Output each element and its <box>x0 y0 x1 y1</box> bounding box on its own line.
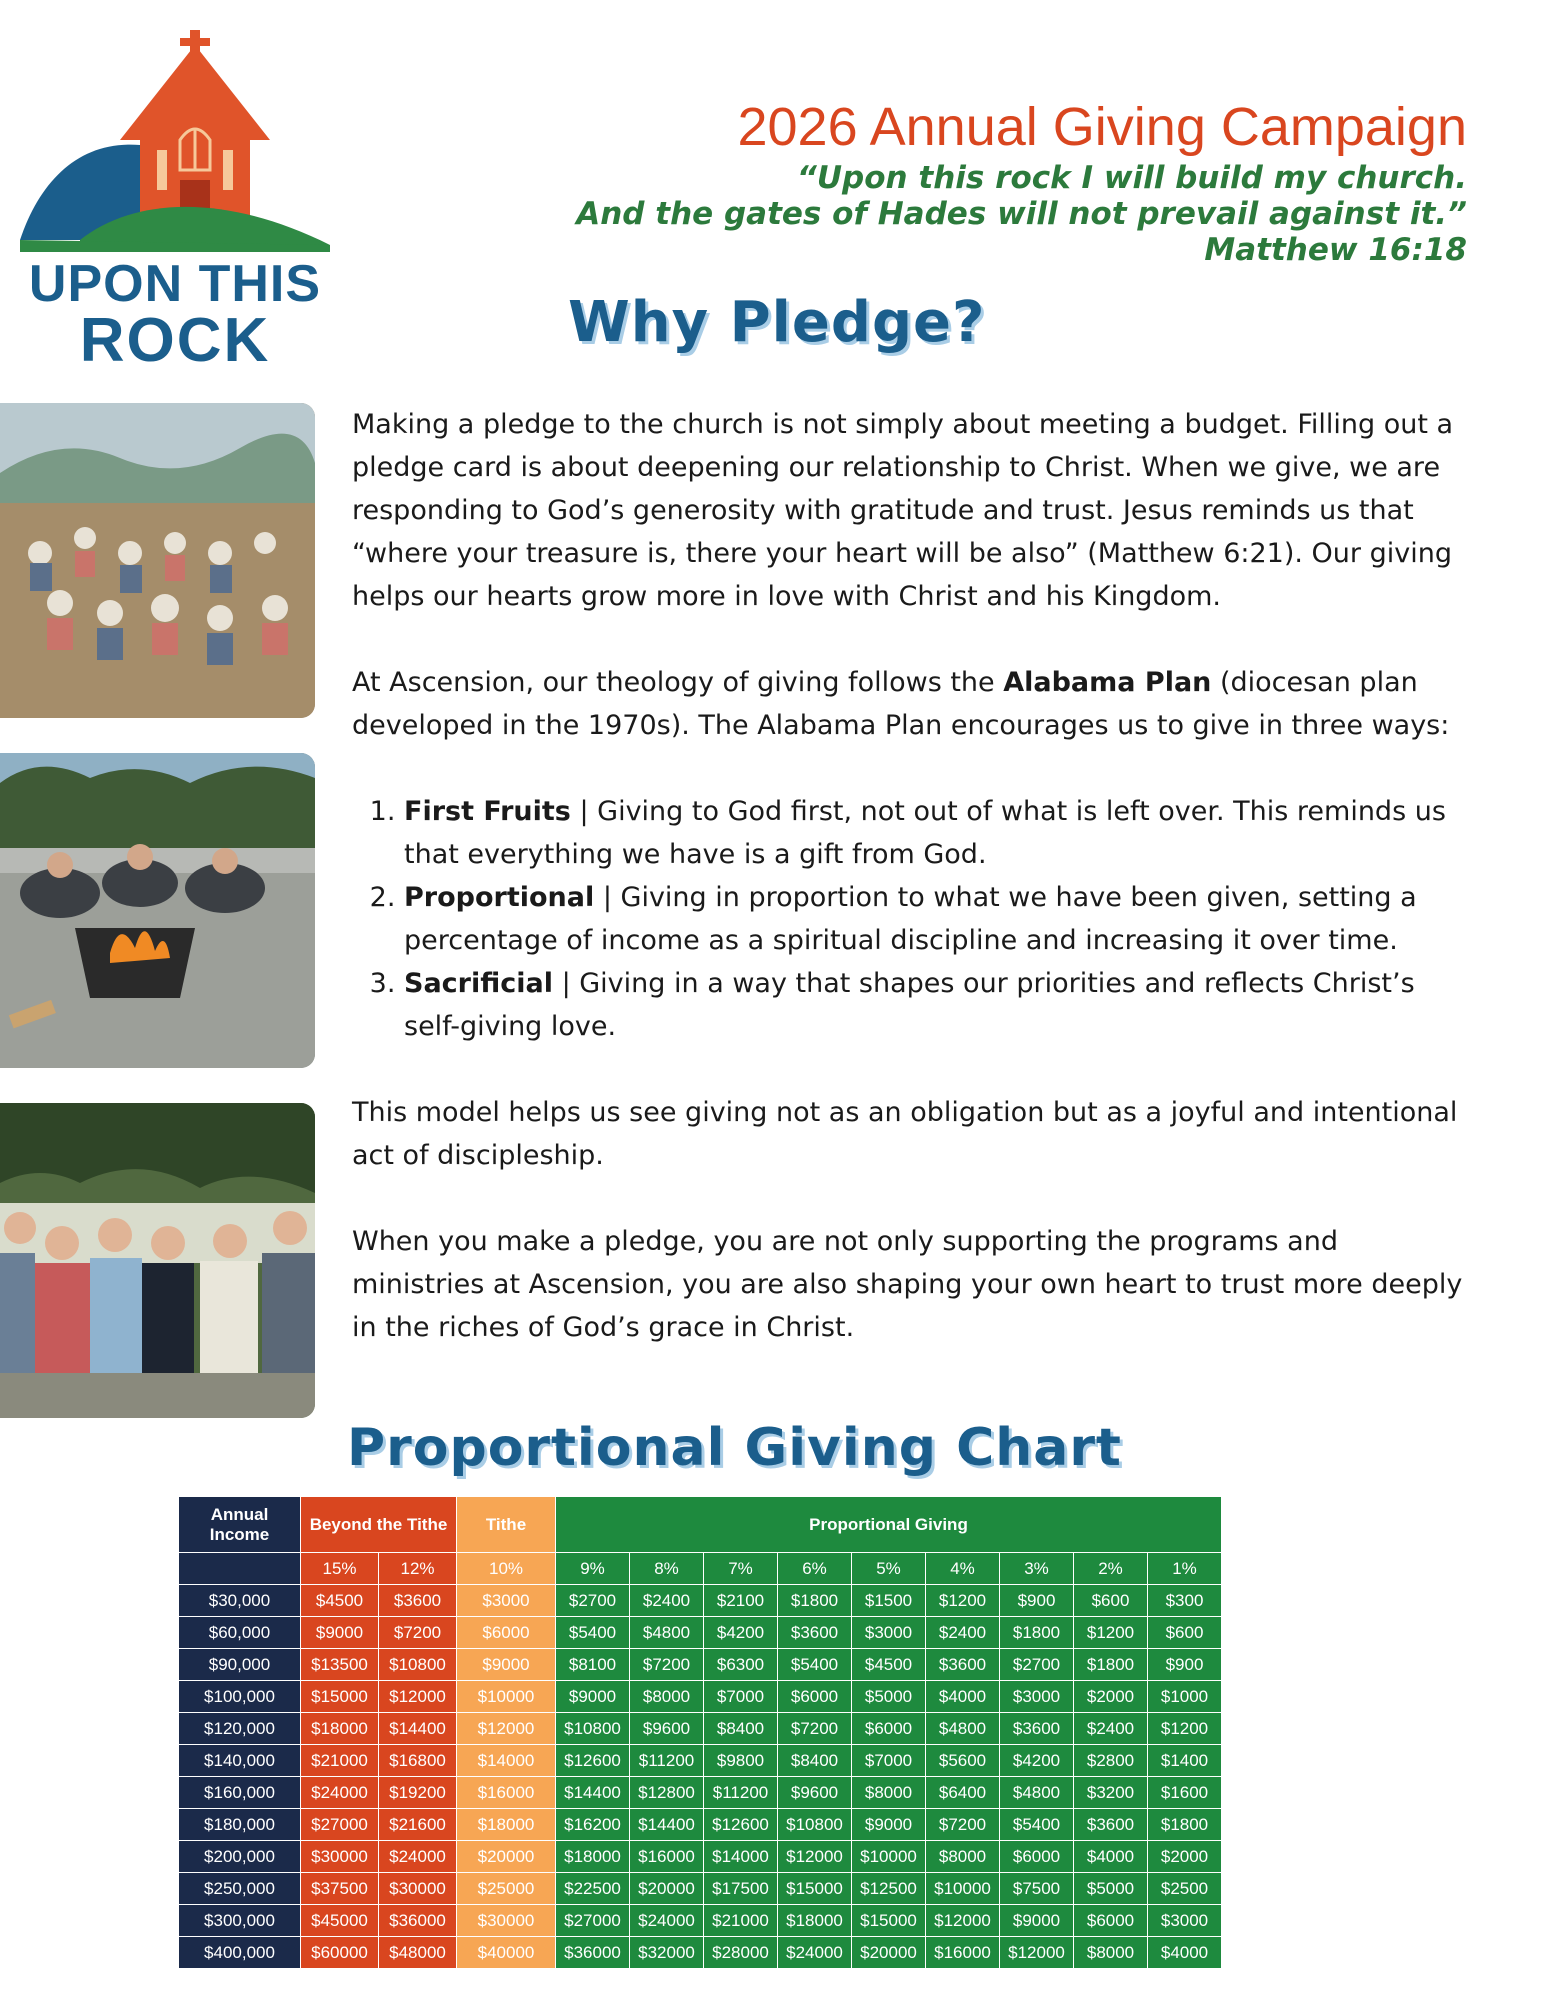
amount-cell: $15000 <box>301 1681 379 1713</box>
verse-line: And the gates of Hades will not prevail against it.” <box>576 196 1467 232</box>
amount-cell: $19200 <box>379 1777 457 1809</box>
amount-cell: $12000 <box>778 1841 852 1873</box>
amount-cell: $13500 <box>301 1649 379 1681</box>
giving-chart-heading: Proportional Giving Chart <box>347 1418 1122 1478</box>
amount-cell: $5400 <box>1000 1809 1074 1841</box>
paragraph-model: This model helps us see giving not as an obligation but as a joyful and intentional act of discipleship. <box>352 1097 1458 1171</box>
amount-cell: $45000 <box>301 1905 379 1937</box>
logo-line-2: ROCK <box>79 306 271 375</box>
table-row <box>179 1681 1222 1713</box>
amount-cell: $1400 <box>1148 1745 1222 1777</box>
amount-cell: $2100 <box>704 1585 778 1617</box>
income-cell: $300,000 <box>179 1905 301 1937</box>
amount-cell: $6300 <box>704 1649 778 1681</box>
amount-cell: $21600 <box>379 1809 457 1841</box>
scripture-verse <box>576 160 1467 268</box>
amount-cell: $1800 <box>1074 1649 1148 1681</box>
amount-cell: $3600 <box>1000 1713 1074 1745</box>
amount-cell: $3000 <box>1148 1905 1222 1937</box>
amount-cell: $900 <box>1148 1649 1222 1681</box>
amount-cell: $7200 <box>379 1617 457 1649</box>
amount-cell: $1600 <box>1148 1777 1222 1809</box>
amount-cell: $1000 <box>1148 1681 1222 1713</box>
amount-cell: $4200 <box>1000 1745 1074 1777</box>
amount-cell: $600 <box>1074 1585 1148 1617</box>
amount-cell: $40000 <box>457 1937 556 1969</box>
percentage-header: 3% <box>1000 1553 1074 1585</box>
amount-cell: $30000 <box>301 1841 379 1873</box>
header-annual-income: Annual Income <box>179 1497 301 1553</box>
amount-cell: $4200 <box>704 1617 778 1649</box>
giving-ways-list <box>352 790 1472 1048</box>
amount-cell: $3200 <box>1074 1777 1148 1809</box>
church-logo-icon <box>20 30 330 260</box>
amount-cell: $4500 <box>852 1649 926 1681</box>
amount-cell: $4000 <box>1074 1841 1148 1873</box>
amount-cell: $14400 <box>630 1809 704 1841</box>
amount-cell: $10000 <box>457 1681 556 1713</box>
amount-cell: $7000 <box>852 1745 926 1777</box>
table-row <box>179 1937 1222 1969</box>
table-row <box>179 1777 1222 1809</box>
income-cell: $160,000 <box>179 1777 301 1809</box>
amount-cell: $9600 <box>778 1777 852 1809</box>
amount-cell: $11200 <box>630 1745 704 1777</box>
amount-cell: $300 <box>1148 1585 1222 1617</box>
amount-cell: $48000 <box>379 1937 457 1969</box>
header-tithe: Tithe <box>457 1497 556 1553</box>
amount-cell: $7200 <box>778 1713 852 1745</box>
verse-line: “Upon this rock I will build my church. <box>796 160 1467 196</box>
paragraph-alabama-plan: At Ascension, our theology of giving follows the Alabama Plan (diocesan plan developed in the 1970s). The Alabama Plan encourages us to give in three ways: <box>352 667 1450 741</box>
verse-reference: Matthew 16:18 <box>1204 232 1467 268</box>
amount-cell: $5000 <box>1074 1873 1148 1905</box>
alabama-plan-term: Alabama Plan <box>1003 667 1212 698</box>
amount-cell: $2400 <box>630 1585 704 1617</box>
income-cell: $400,000 <box>179 1937 301 1969</box>
amount-cell: $4800 <box>1000 1777 1074 1809</box>
amount-cell: $14000 <box>704 1841 778 1873</box>
amount-cell: $24000 <box>778 1937 852 1969</box>
amount-cell: $8100 <box>556 1649 630 1681</box>
percentage-header: 10% <box>457 1553 556 1585</box>
amount-cell: $16200 <box>556 1809 630 1841</box>
percentage-row <box>179 1553 1222 1585</box>
amount-cell: $9000 <box>457 1649 556 1681</box>
header-beyond-tithe: Beyond the Tithe <box>301 1497 457 1553</box>
amount-cell: $4500 <box>301 1585 379 1617</box>
percentage-header: 4% <box>926 1553 1000 1585</box>
amount-cell: $9000 <box>301 1617 379 1649</box>
amount-cell: $600 <box>1148 1617 1222 1649</box>
amount-cell: $6000 <box>1074 1905 1148 1937</box>
amount-cell: $9000 <box>556 1681 630 1713</box>
percentage-header: 1% <box>1148 1553 1222 1585</box>
income-cell: $250,000 <box>179 1873 301 1905</box>
header-proportional-giving: Proportional Giving <box>556 1497 1222 1553</box>
percentage-header: 12% <box>379 1553 457 1585</box>
amount-cell: $15000 <box>778 1873 852 1905</box>
amount-cell: $7500 <box>1000 1873 1074 1905</box>
amount-cell: $18000 <box>556 1841 630 1873</box>
amount-cell: $30000 <box>379 1873 457 1905</box>
amount-cell: $1200 <box>926 1585 1000 1617</box>
table-row <box>179 1905 1222 1937</box>
amount-cell: $14400 <box>556 1777 630 1809</box>
amount-cell: $3600 <box>379 1585 457 1617</box>
amount-cell: $12500 <box>852 1873 926 1905</box>
amount-cell: $12000 <box>1000 1937 1074 1969</box>
paragraph-closing: When you make a pledge, you are not only supporting the programs and ministries at Ascension, you are also shaping your own heart to trust more deeply in the riches of God’s grace in Christ. <box>352 1226 1463 1343</box>
amount-cell: $12000 <box>379 1681 457 1713</box>
income-cell: $100,000 <box>179 1681 301 1713</box>
income-cell: $200,000 <box>179 1841 301 1873</box>
income-cell: $30,000 <box>179 1585 301 1617</box>
percentage-header: 8% <box>630 1553 704 1585</box>
photo-fire-pit <box>0 753 315 1068</box>
amount-cell: $21000 <box>704 1905 778 1937</box>
amount-cell: $4000 <box>926 1681 1000 1713</box>
amount-cell: $16000 <box>457 1777 556 1809</box>
amount-cell: $30000 <box>457 1905 556 1937</box>
amount-cell: $6400 <box>926 1777 1000 1809</box>
amount-cell: $6000 <box>778 1681 852 1713</box>
amount-cell: $2700 <box>1000 1649 1074 1681</box>
amount-cell: $7200 <box>630 1649 704 1681</box>
list-item: 1. First Fruits | Giving to God first, not out of what is left over. This reminds us that everything we have is a gift from God. <box>404 790 1472 876</box>
percentage-blank <box>179 1553 301 1585</box>
amount-cell: $22500 <box>556 1873 630 1905</box>
percentage-header: 2% <box>1074 1553 1148 1585</box>
amount-cell: $1800 <box>778 1585 852 1617</box>
list-item: 3. Sacrificial | Giving in a way that shapes our priorities and reflects Christ’s self-giving love. <box>404 962 1472 1048</box>
amount-cell: $4800 <box>630 1617 704 1649</box>
amount-cell: $60000 <box>301 1937 379 1969</box>
why-pledge-heading: Why Pledge? <box>568 290 986 355</box>
amount-cell: $18000 <box>457 1809 556 1841</box>
amount-cell: $2000 <box>1148 1841 1222 1873</box>
amount-cell: $16800 <box>379 1745 457 1777</box>
percentage-header: 9% <box>556 1553 630 1585</box>
amount-cell: $5400 <box>556 1617 630 1649</box>
income-cell: $60,000 <box>179 1617 301 1649</box>
amount-cell: $3600 <box>1074 1809 1148 1841</box>
amount-cell: $16000 <box>926 1937 1000 1969</box>
amount-cell: $32000 <box>630 1937 704 1969</box>
amount-cell: $20000 <box>457 1841 556 1873</box>
amount-cell: $3600 <box>778 1617 852 1649</box>
amount-cell: $10800 <box>379 1649 457 1681</box>
amount-cell: $900 <box>1000 1585 1074 1617</box>
amount-cell: $9000 <box>1000 1905 1074 1937</box>
amount-cell: $20000 <box>630 1873 704 1905</box>
amount-cell: $2000 <box>1074 1681 1148 1713</box>
amount-cell: $8400 <box>778 1745 852 1777</box>
amount-cell: $16000 <box>630 1841 704 1873</box>
amount-cell: $14400 <box>379 1713 457 1745</box>
amount-cell: $17500 <box>704 1873 778 1905</box>
amount-cell: $6000 <box>852 1713 926 1745</box>
amount-cell: $14000 <box>457 1745 556 1777</box>
table-row <box>179 1617 1222 1649</box>
amount-cell: $2500 <box>1148 1873 1222 1905</box>
amount-cell: $9800 <box>704 1745 778 1777</box>
income-cell: $140,000 <box>179 1745 301 1777</box>
amount-cell: $18000 <box>778 1905 852 1937</box>
income-cell: $120,000 <box>179 1713 301 1745</box>
paragraph-intro: Making a pledge to the church is not simply about meeting a budget. Filling out a pledge card is about deepening our relationship to Christ. When we give, we are responding to God’s generosity with gratitude and trust. Jesus reminds us that “where your treasure is, there your heart will be also” (Matthew 6:21). Our giving helps our hearts grow more in love with Christ and his Kingdom. <box>352 409 1454 612</box>
amount-cell: $7200 <box>926 1809 1000 1841</box>
amount-cell: $1500 <box>852 1585 926 1617</box>
amount-cell: $6000 <box>1000 1841 1074 1873</box>
amount-cell: $10800 <box>778 1809 852 1841</box>
amount-cell: $8000 <box>1074 1937 1148 1969</box>
amount-cell: $10000 <box>852 1841 926 1873</box>
amount-cell: $24000 <box>379 1841 457 1873</box>
income-cell: $90,000 <box>179 1649 301 1681</box>
church-logo <box>20 30 330 375</box>
table-row <box>179 1713 1222 1745</box>
list-item: 2. Proportional | Giving in proportion to what we have been given, setting a percentage of income as a spiritual discipline and increasing it over time. <box>404 876 1472 962</box>
percentage-header: 6% <box>778 1553 852 1585</box>
amount-cell: $1800 <box>1148 1809 1222 1841</box>
amount-cell: $36000 <box>556 1937 630 1969</box>
amount-cell: $25000 <box>457 1873 556 1905</box>
amount-cell: $20000 <box>852 1937 926 1969</box>
amount-cell: $2400 <box>926 1617 1000 1649</box>
table-row <box>179 1585 1222 1617</box>
amount-cell: $5400 <box>778 1649 852 1681</box>
amount-cell: $4800 <box>926 1713 1000 1745</box>
amount-cell: $2800 <box>1074 1745 1148 1777</box>
amount-cell: $1200 <box>1074 1617 1148 1649</box>
amount-cell: $12600 <box>704 1809 778 1841</box>
amount-cell: $9600 <box>630 1713 704 1745</box>
amount-cell: $3600 <box>926 1649 1000 1681</box>
amount-cell: $8000 <box>852 1777 926 1809</box>
amount-cell: $10800 <box>556 1713 630 1745</box>
percentage-header: 7% <box>704 1553 778 1585</box>
amount-cell: $9000 <box>852 1809 926 1841</box>
amount-cell: $2400 <box>1074 1713 1148 1745</box>
table-row <box>179 1841 1222 1873</box>
amount-cell: $28000 <box>704 1937 778 1969</box>
amount-cell: $36000 <box>379 1905 457 1937</box>
amount-cell: $8000 <box>630 1681 704 1713</box>
income-cell: $180,000 <box>179 1809 301 1841</box>
percentage-header: 15% <box>301 1553 379 1585</box>
amount-cell: $21000 <box>301 1745 379 1777</box>
amount-cell: $3000 <box>1000 1681 1074 1713</box>
amount-cell: $24000 <box>301 1777 379 1809</box>
amount-cell: $5000 <box>852 1681 926 1713</box>
amount-cell: $18000 <box>301 1713 379 1745</box>
photo-group-outdoors <box>0 1103 315 1418</box>
table-row <box>179 1649 1222 1681</box>
table-row <box>179 1809 1222 1841</box>
amount-cell: $8400 <box>704 1713 778 1745</box>
amount-cell: $12000 <box>926 1905 1000 1937</box>
proportional-giving-table <box>178 1496 1222 1969</box>
campaign-title: 2026 Annual Giving Campaign <box>737 97 1467 157</box>
amount-cell: $3000 <box>852 1617 926 1649</box>
amount-cell: $27000 <box>301 1809 379 1841</box>
amount-cell: $1200 <box>1148 1713 1222 1745</box>
table-row <box>179 1745 1222 1777</box>
amount-cell: $27000 <box>556 1905 630 1937</box>
amount-cell: $12000 <box>457 1713 556 1745</box>
amount-cell: $6000 <box>457 1617 556 1649</box>
amount-cell: $3000 <box>457 1585 556 1617</box>
amount-cell: $7000 <box>704 1681 778 1713</box>
amount-cell: $15000 <box>852 1905 926 1937</box>
photo-children-gathering <box>0 403 315 718</box>
amount-cell: $5600 <box>926 1745 1000 1777</box>
logo-line-1: UPON THIS <box>28 255 322 313</box>
amount-cell: $37500 <box>301 1873 379 1905</box>
why-pledge-body <box>352 403 1472 1392</box>
table-row <box>179 1873 1222 1905</box>
amount-cell: $8000 <box>926 1841 1000 1873</box>
amount-cell: $2700 <box>556 1585 630 1617</box>
amount-cell: $4000 <box>1148 1937 1222 1969</box>
amount-cell: $12800 <box>630 1777 704 1809</box>
amount-cell: $1800 <box>1000 1617 1074 1649</box>
percentage-header: 5% <box>852 1553 926 1585</box>
amount-cell: $24000 <box>630 1905 704 1937</box>
amount-cell: $11200 <box>704 1777 778 1809</box>
amount-cell: $12600 <box>556 1745 630 1777</box>
amount-cell: $10000 <box>926 1873 1000 1905</box>
